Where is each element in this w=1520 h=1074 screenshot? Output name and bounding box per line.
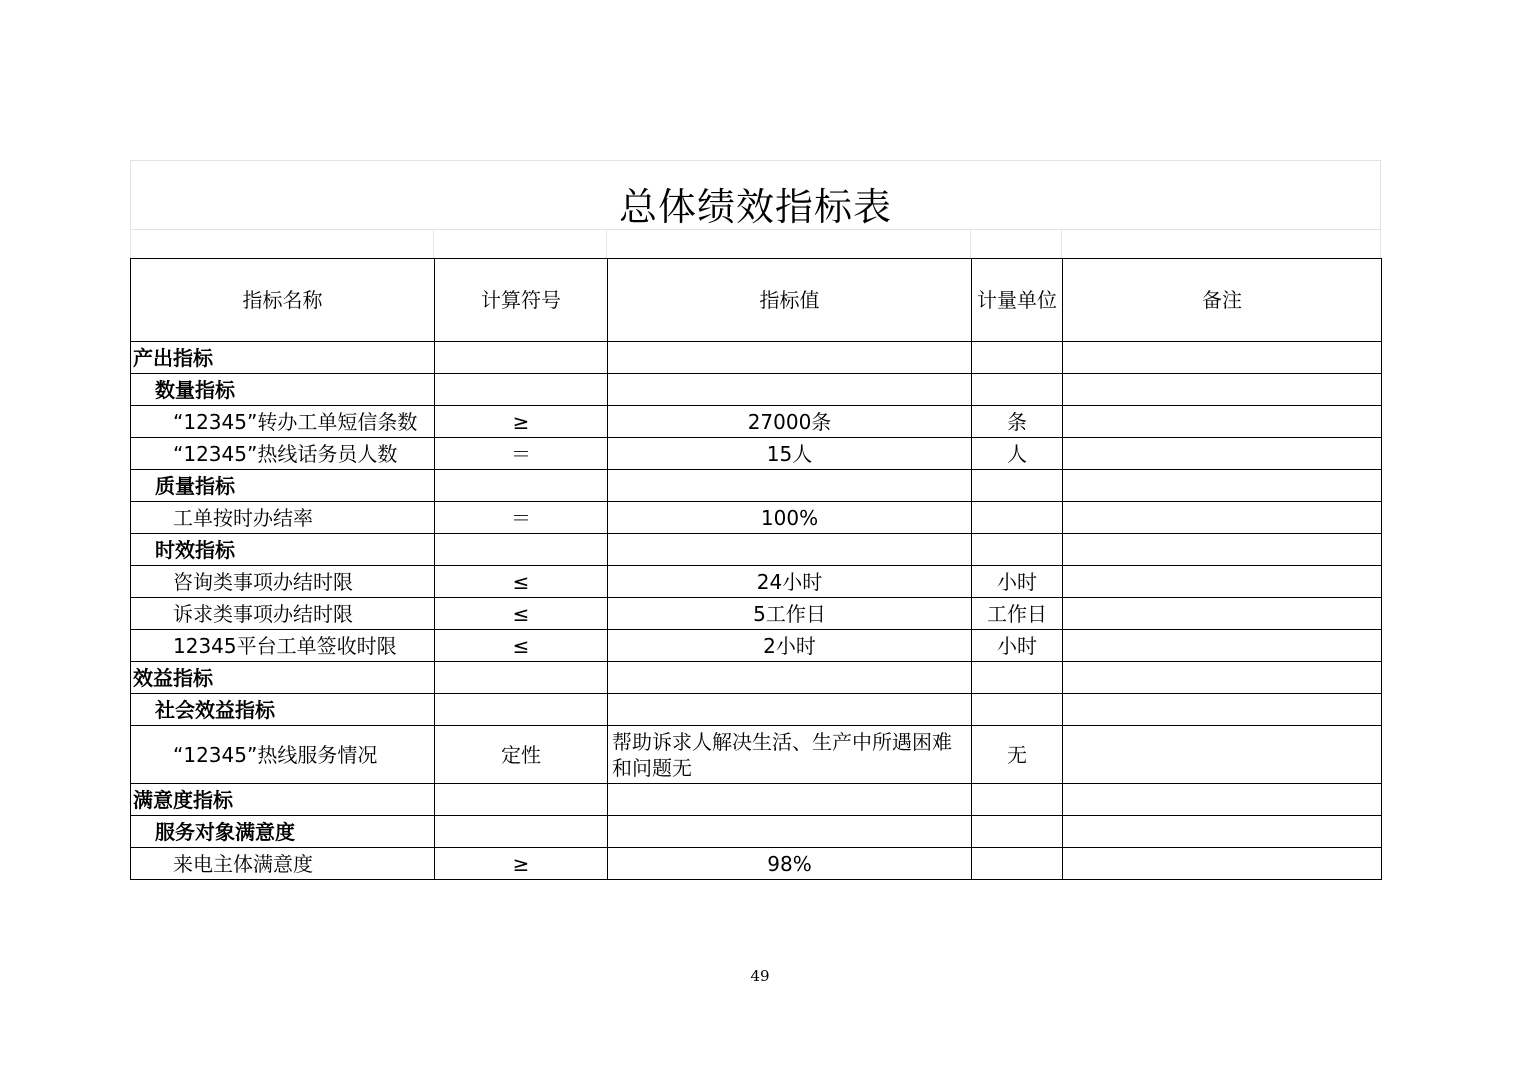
- value-cell: 15人: [608, 438, 972, 470]
- indicator-name: 服务对象满意度: [131, 816, 435, 848]
- operator-cell: ≥: [435, 406, 608, 438]
- value-cell: [608, 662, 972, 694]
- operator-cell: ＝: [435, 438, 608, 470]
- note-cell: [1063, 848, 1382, 880]
- spacer-cell: [434, 229, 607, 259]
- value-cell: 27000条: [608, 406, 972, 438]
- operator-cell: [435, 784, 608, 816]
- unit-cell: [972, 342, 1063, 374]
- unit-cell: 小时: [972, 566, 1063, 598]
- indicator-name: 社会效益指标: [131, 694, 435, 726]
- table-row: [131, 726, 1382, 784]
- table-row: [131, 502, 1382, 534]
- indicator-name: 产出指标: [131, 342, 435, 374]
- indicator-name: 质量指标: [131, 470, 435, 502]
- value-cell: 24小时: [608, 566, 972, 598]
- operator-cell: [435, 534, 608, 566]
- indicator-name: “12345”热线服务情况: [131, 726, 435, 784]
- header-row: [131, 259, 1382, 342]
- page-number: 49: [750, 967, 770, 985]
- note-cell: [1063, 662, 1382, 694]
- note-cell: [1063, 534, 1382, 566]
- note-cell: [1063, 502, 1382, 534]
- note-cell: [1063, 816, 1382, 848]
- operator-cell: ≤: [435, 598, 608, 630]
- operator-cell: [435, 470, 608, 502]
- header-value: 指标值: [608, 259, 972, 342]
- spacer-row: [130, 229, 1381, 259]
- operator-cell: 定性: [435, 726, 608, 784]
- table-row: [131, 438, 1382, 470]
- spacer-cell: [130, 229, 434, 259]
- header-unit: 计量单位: [972, 259, 1063, 342]
- indicator-name: “12345”热线话务员人数: [131, 438, 435, 470]
- value-cell: [608, 784, 972, 816]
- table-row: [131, 784, 1382, 816]
- note-cell: [1063, 342, 1382, 374]
- operator-cell: ≥: [435, 848, 608, 880]
- operator-cell: [435, 694, 608, 726]
- indicator-name: 诉求类事项办结时限: [131, 598, 435, 630]
- operator-cell: [435, 662, 608, 694]
- operator-cell: ≤: [435, 630, 608, 662]
- note-cell: [1063, 374, 1382, 406]
- unit-cell: 条: [972, 406, 1063, 438]
- spacer-cell: [971, 229, 1062, 259]
- indicator-name: 效益指标: [131, 662, 435, 694]
- operator-cell: [435, 342, 608, 374]
- unit-cell: [972, 662, 1063, 694]
- value-cell: [608, 816, 972, 848]
- unit-cell: [972, 502, 1063, 534]
- indicator-name: 12345平台工单签收时限: [131, 630, 435, 662]
- value-cell: 5工作日: [608, 598, 972, 630]
- note-cell: [1063, 726, 1382, 784]
- table-row: [131, 662, 1382, 694]
- operator-cell: ＝: [435, 502, 608, 534]
- value-cell: 98%: [608, 848, 972, 880]
- header-name: 指标名称: [131, 259, 435, 342]
- value-cell: [608, 534, 972, 566]
- indicator-name: 满意度指标: [131, 784, 435, 816]
- spacer-cell: [1062, 229, 1381, 259]
- value-cell: 100%: [608, 502, 972, 534]
- operator-cell: ≤: [435, 566, 608, 598]
- table-row: [131, 816, 1382, 848]
- table-row: [131, 470, 1382, 502]
- note-cell: [1063, 784, 1382, 816]
- performance-table: [130, 258, 1382, 880]
- note-cell: [1063, 566, 1382, 598]
- unit-cell: 人: [972, 438, 1063, 470]
- header-operator: 计算符号: [435, 259, 608, 342]
- value-cell: 帮助诉求人解决生活、生产中所遇困难和问题无: [608, 726, 972, 784]
- unit-cell: 无: [972, 726, 1063, 784]
- table-row: [131, 694, 1382, 726]
- table-row: [131, 374, 1382, 406]
- unit-cell: [972, 694, 1063, 726]
- note-cell: [1063, 470, 1382, 502]
- indicator-name: 数量指标: [131, 374, 435, 406]
- unit-cell: [972, 848, 1063, 880]
- unit-cell: [972, 784, 1063, 816]
- value-cell: [608, 694, 972, 726]
- value-cell: 2小时: [608, 630, 972, 662]
- indicator-name: “12345”转办工单短信条数: [131, 406, 435, 438]
- title-box: [130, 160, 1381, 230]
- value-cell: [608, 470, 972, 502]
- spacer-cell: [607, 229, 971, 259]
- table-row: [131, 630, 1382, 662]
- indicator-name: 来电主体满意度: [131, 848, 435, 880]
- unit-cell: 工作日: [972, 598, 1063, 630]
- operator-cell: [435, 374, 608, 406]
- unit-cell: 小时: [972, 630, 1063, 662]
- unit-cell: [972, 470, 1063, 502]
- unit-cell: [972, 816, 1063, 848]
- page-title: 总体绩效指标表: [618, 184, 892, 229]
- value-cell: [608, 374, 972, 406]
- operator-cell: [435, 816, 608, 848]
- unit-cell: [972, 534, 1063, 566]
- table-row: [131, 566, 1382, 598]
- note-cell: [1063, 598, 1382, 630]
- indicator-name: 工单按时办结率: [131, 502, 435, 534]
- note-cell: [1063, 406, 1382, 438]
- table-row: [131, 342, 1382, 374]
- header-note: 备注: [1063, 259, 1382, 342]
- note-cell: [1063, 630, 1382, 662]
- table-row: [131, 534, 1382, 566]
- value-cell: [608, 342, 972, 374]
- indicator-name: 咨询类事项办结时限: [131, 566, 435, 598]
- note-cell: [1063, 438, 1382, 470]
- table-row: [131, 598, 1382, 630]
- indicator-name: 时效指标: [131, 534, 435, 566]
- unit-cell: [972, 374, 1063, 406]
- table-row: [131, 848, 1382, 880]
- table-row: [131, 406, 1382, 438]
- note-cell: [1063, 694, 1382, 726]
